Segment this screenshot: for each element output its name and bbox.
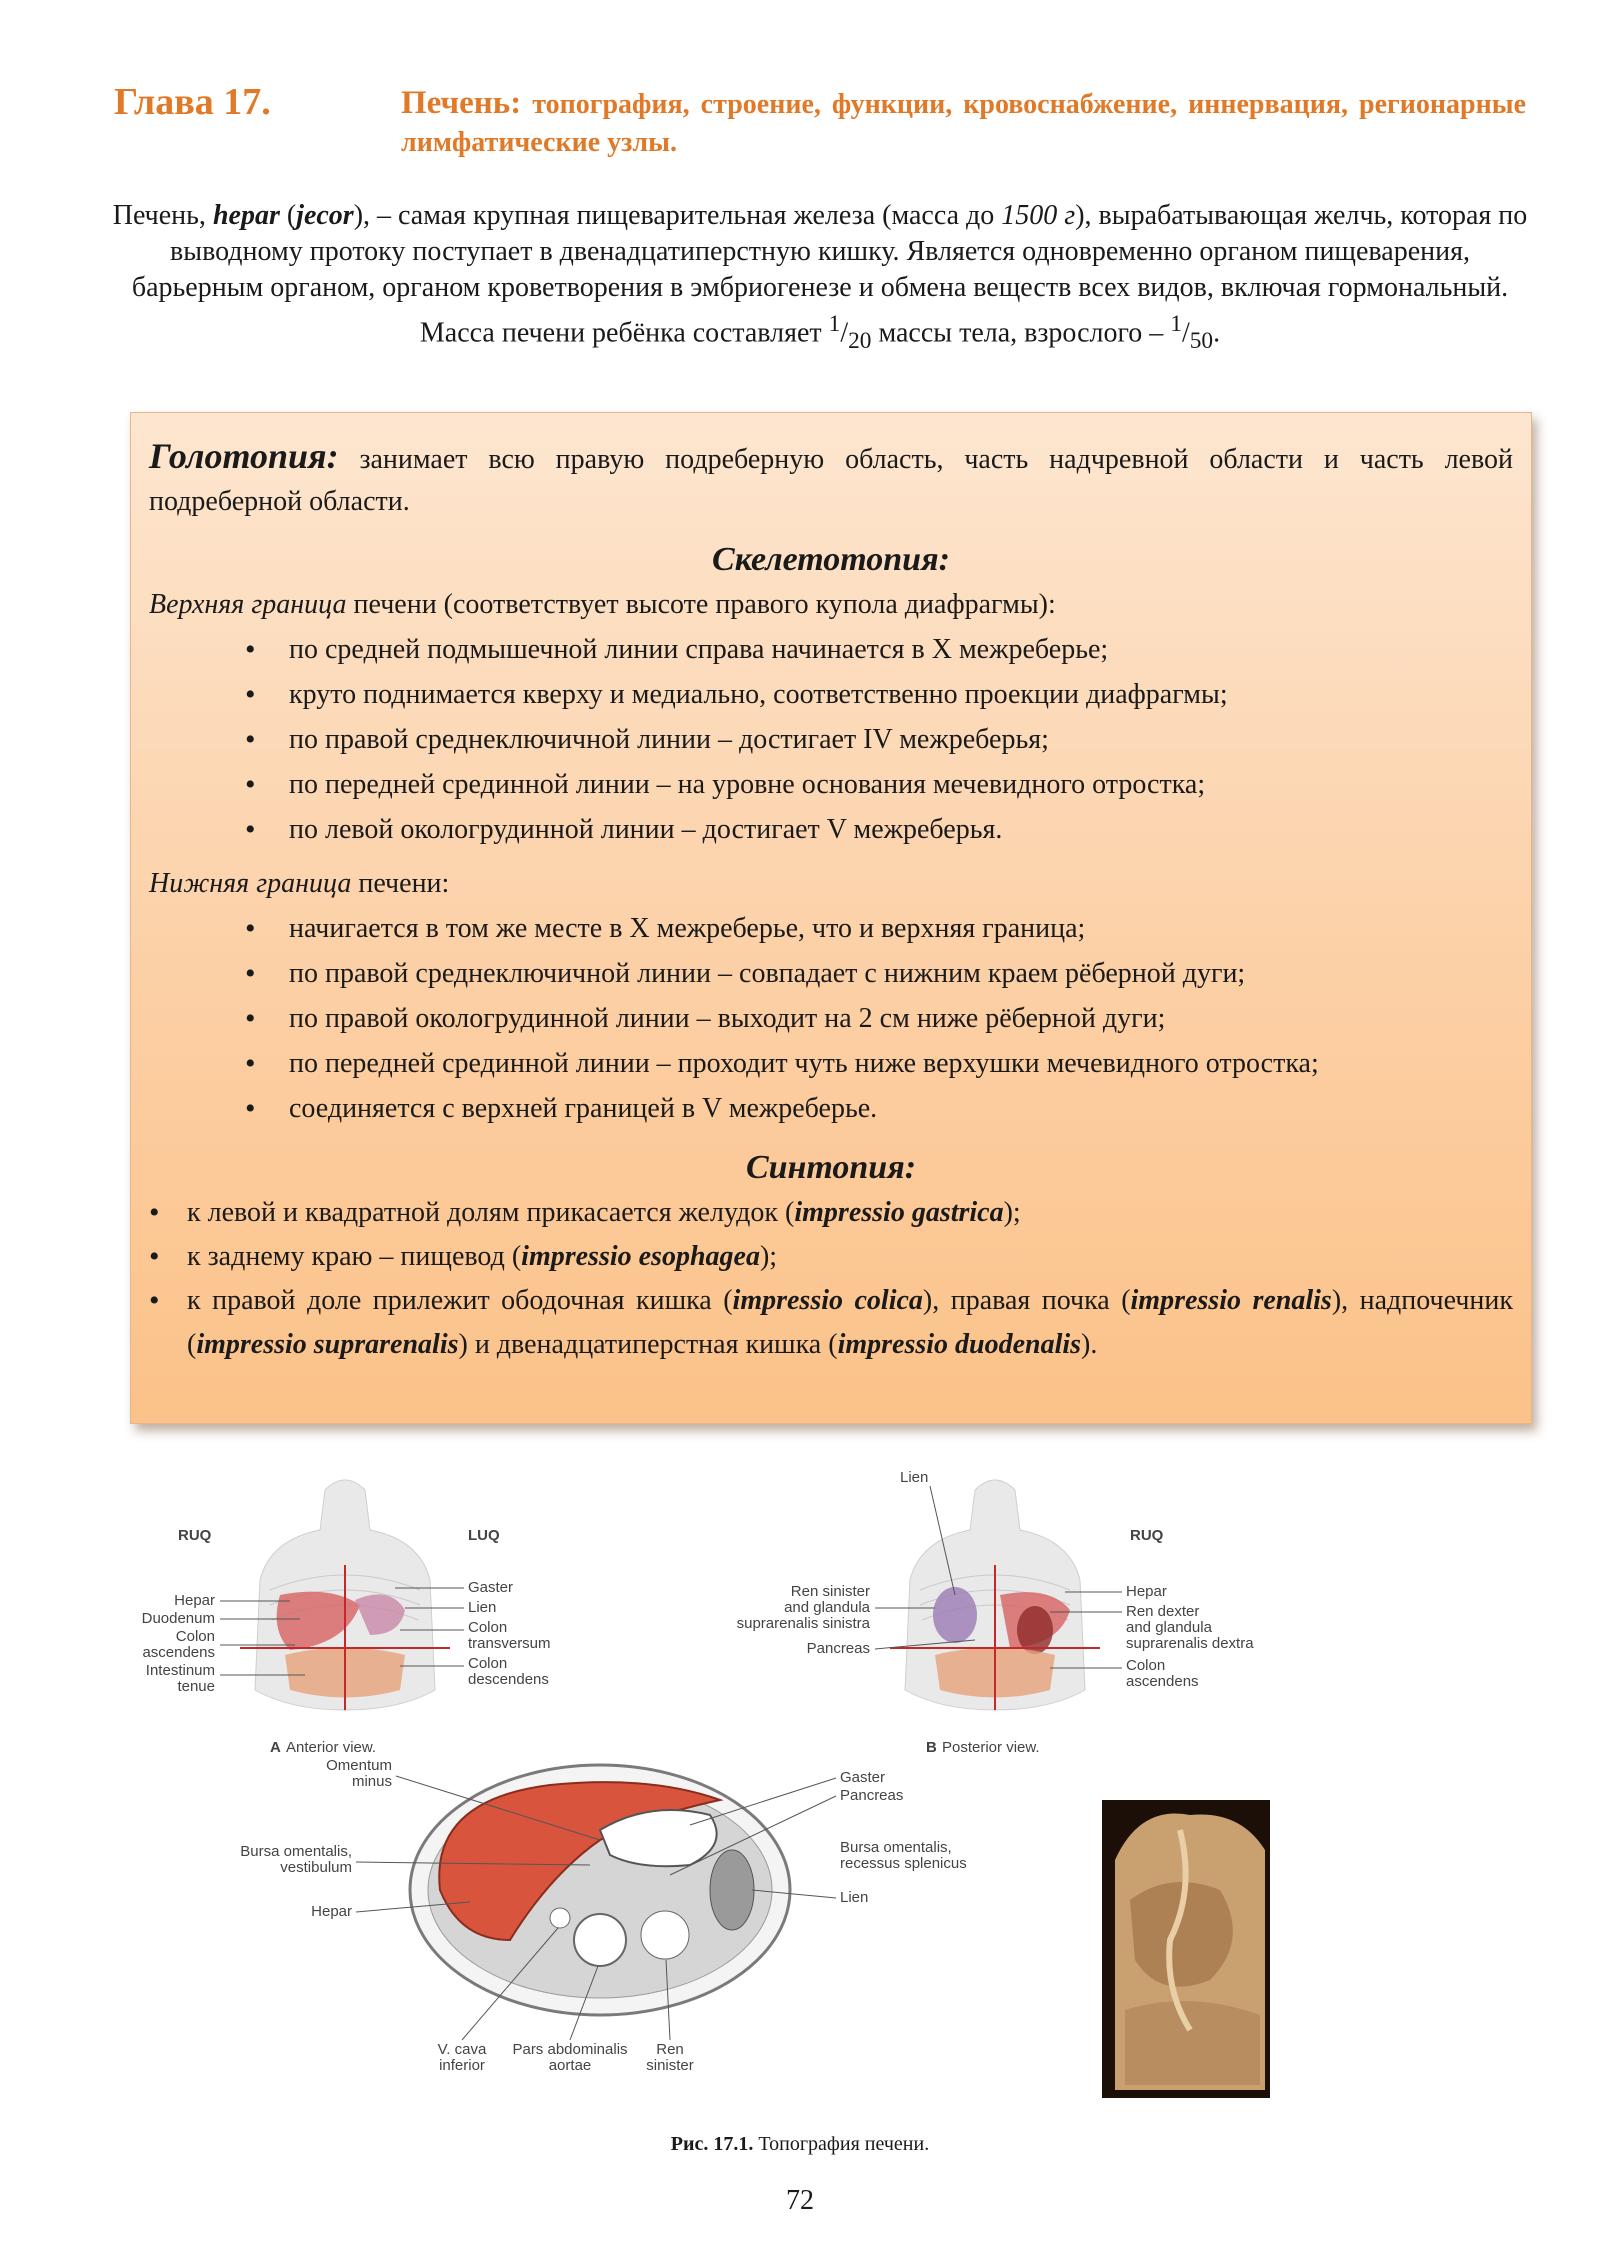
syntopy-text: ); bbox=[759, 1241, 778, 1272]
list-item: • по левой окологрудинной линии – достигает V межреберья. bbox=[149, 807, 1513, 852]
term-hepar: hepar bbox=[212, 200, 280, 231]
vena-cava-section bbox=[550, 1908, 570, 1928]
topography-box bbox=[130, 412, 1532, 1424]
label-tenue: tenue bbox=[177, 1678, 215, 1695]
intro-paragraph: Печень, hepar (jecor), – самая крупная пищеварительная железа (масса до 1500 г), вырабатывающая желчь, которая по выводному протоку поступает в двенадцатиперстную кишку. Является одновременно органом пищеварения, барьерным органом, органом кроветворения в эмбриогенезе и обмена веществ всех видов, включая гормональный. Масса печени ребёнка составляет $^1/_{20}$ массы тела, взрослого – $^1/_{50}$. bbox=[112, 200, 1528, 354]
syntopy-text: ); bbox=[1003, 1197, 1021, 1228]
chapter-title bbox=[401, 84, 1526, 162]
label-colon: Colon bbox=[1126, 1657, 1166, 1674]
left-kidney-section bbox=[641, 1911, 689, 1959]
cross-section-panel bbox=[240, 1757, 966, 2074]
label-lien: Lien bbox=[900, 1470, 929, 1486]
fraction-numerator: 1 bbox=[1170, 311, 1182, 337]
upper-border-text: печени (соответствует высоте правого купола диафрагмы): bbox=[346, 589, 1056, 620]
label-vestibulum: vestibulum bbox=[280, 1859, 352, 1876]
label-recessus: recessus splenicus bbox=[840, 1855, 967, 1872]
label-glandula: and glandula bbox=[1126, 1619, 1212, 1636]
label-bursa: Bursa omentalis, bbox=[840, 1839, 952, 1856]
label-suprarenalis: suprarenalis sinistra bbox=[736, 1615, 870, 1632]
kidney-shape bbox=[933, 1587, 977, 1643]
list-item: • по правой среднеключичной линии – совпадает с нижним краем рёберной дуги; bbox=[149, 951, 1513, 996]
label-ren-sinister: Ren sinister bbox=[790, 1583, 870, 1600]
label-colon: Colon bbox=[175, 1628, 215, 1645]
label-hepar: Hepar bbox=[311, 1903, 352, 1920]
syntopy-text: к заднему краю – пищевод ( bbox=[187, 1241, 522, 1272]
label-lien: Lien bbox=[468, 1599, 497, 1616]
fraction-denominator: 20 bbox=[848, 327, 872, 354]
label-hepar: Hepar bbox=[174, 1592, 215, 1609]
caption-text: Топография печени. bbox=[753, 2133, 930, 2155]
panel-b-letter: B bbox=[926, 1739, 937, 1756]
syntopy-text: к левой и квадратной долям прикасается желудок ( bbox=[187, 1197, 795, 1228]
page-number: 72 bbox=[786, 2185, 814, 2216]
anterior-view-panel bbox=[142, 1480, 551, 1756]
liver-mass: 1500 г bbox=[1001, 200, 1076, 231]
latin-term: impressio renalis bbox=[1130, 1285, 1332, 1316]
lower-border-intro bbox=[149, 862, 1513, 906]
label-pancreas: Pancreas bbox=[840, 1787, 904, 1804]
intro-text: Печень, bbox=[112, 200, 213, 231]
label-glandula: and glandula bbox=[784, 1599, 870, 1616]
list-item: • по правой среднеключичной линии – достигает IV межреберья; bbox=[149, 717, 1513, 762]
label-minus: minus bbox=[351, 1773, 392, 1790]
dissection-photo bbox=[1102, 1800, 1270, 2098]
kidney-shape bbox=[1017, 1606, 1053, 1654]
intro-text: ( bbox=[279, 200, 297, 231]
label-ascendens: ascendens bbox=[1126, 1673, 1199, 1690]
chapter-number: Глава 17. bbox=[114, 81, 271, 123]
intro-text: ), вырабатывающая желчь, которая по выводному протоку поступает в двенадцатиперстную кишку. Является одновременно органом пищеварения, барьерным органом, органом кроветворения в эмбриогенезе и обмена веществ всех видов, включая гормональный. bbox=[131, 200, 1528, 303]
fraction-denominator: 50 bbox=[1189, 327, 1214, 354]
label-ascendens: ascendens bbox=[142, 1644, 215, 1661]
ruq-label: RUQ bbox=[178, 1527, 212, 1544]
skeletotopy-heading: Скелетотопия: bbox=[712, 541, 950, 578]
latin-term: impressio duodenalis bbox=[837, 1329, 1082, 1360]
intestine-loops bbox=[1125, 2001, 1260, 2085]
panel-a-caption: Anterior view. bbox=[286, 1739, 377, 1756]
lower-border-text: печени: bbox=[351, 868, 450, 899]
list-item bbox=[149, 1191, 1513, 1235]
intro-text: массы тела, взрослого – bbox=[871, 317, 1171, 349]
label-transversum: transversum bbox=[468, 1635, 551, 1652]
label-gaster: Gaster bbox=[468, 1579, 514, 1596]
ruq-label: RUQ bbox=[1130, 1527, 1164, 1544]
label-pars-abdominalis: Pars abdominalis bbox=[512, 2041, 628, 2058]
liver-topography-figure bbox=[130, 1470, 1270, 2100]
list-item: • по правой окологрудинной линии – выходит на 2 см ниже рёберной дуги; bbox=[149, 996, 1513, 1041]
holotopy-text: занимает всю правую подреберную область, часть надчревной области и часть левой подреберной области. bbox=[149, 444, 1513, 517]
list-item: • круто поднимается кверху и медиально, соответственно проекции диафрагмы; bbox=[149, 672, 1513, 717]
list-item: • соединяется с верхней границей в V межреберье. bbox=[149, 1086, 1513, 1131]
label-aortae: aortae bbox=[548, 2057, 592, 2074]
upper-border-label: Верхняя граница bbox=[149, 589, 347, 620]
label-hepar: Hepar bbox=[1126, 1583, 1167, 1600]
panel-b-caption: Posterior view. bbox=[942, 1739, 1040, 1756]
latin-term: impressio suprarenalis bbox=[196, 1329, 459, 1360]
lower-border-label: Нижняя граница bbox=[149, 868, 352, 899]
label-v-cava: V. cava bbox=[437, 2041, 487, 2058]
caption-label: Рис. 17.1. bbox=[670, 2133, 754, 2155]
intro-text: ), – самая крупная пищеварительная железа (масса до bbox=[353, 200, 1002, 231]
label-colon: Colon bbox=[468, 1619, 508, 1636]
label-descendens: descendens bbox=[468, 1671, 549, 1688]
luq-label: LUQ bbox=[468, 1527, 500, 1544]
latin-term: impressio esophagea bbox=[521, 1241, 760, 1272]
list-item: • по передней срединной линии – проходит чуть ниже верхушки мечевидного отростка; bbox=[149, 1041, 1513, 1086]
syntopy-heading: Синтопия: bbox=[745, 1149, 917, 1186]
syntopy-text: ), надпочечник ( bbox=[187, 1285, 1514, 1360]
lower-border-list bbox=[149, 906, 1513, 1131]
vertebra-section bbox=[574, 1914, 626, 1966]
label-suprarenalis: suprarenalis dextra bbox=[1126, 1635, 1254, 1652]
panel-a-letter: A bbox=[270, 1739, 281, 1756]
label-omentum: Omentum bbox=[326, 1757, 392, 1774]
chapter-title-main: Печень: bbox=[401, 85, 522, 121]
posterior-view-panel bbox=[737, 1470, 1255, 1756]
list-item bbox=[149, 1279, 1513, 1367]
syntopy-list bbox=[149, 1191, 1513, 1367]
label-lien: Lien bbox=[840, 1889, 869, 1906]
spleen-section bbox=[710, 1850, 754, 1930]
label-ren-dexter: Ren dexter bbox=[1126, 1603, 1200, 1620]
label-ren: Ren bbox=[656, 2041, 684, 2058]
label-pancreas: Pancreas bbox=[806, 1640, 870, 1657]
fraction-numerator: 1 bbox=[828, 311, 841, 337]
upper-border-intro bbox=[149, 583, 1513, 627]
latin-term: impressio gastrica bbox=[794, 1197, 1004, 1228]
label-duodenum: Duodenum bbox=[141, 1610, 215, 1627]
term-jecor: jecor bbox=[296, 200, 354, 231]
label-intestinum: Intestinum bbox=[145, 1662, 215, 1679]
label-inferior: inferior bbox=[439, 2057, 485, 2074]
label-gaster: Gaster bbox=[840, 1769, 886, 1786]
holotopy-label: Голотопия: bbox=[149, 436, 339, 476]
list-item: • по передней срединной линии – на уровне основания мечевидного отростка; bbox=[149, 762, 1513, 807]
figure-caption bbox=[0, 2133, 1600, 2156]
list-item: • начигается в том же месте в X межреберье, что и верхняя граница; bbox=[149, 906, 1513, 951]
chapter-title-rest: топография, строение, функции, кровоснабжение, иннервация, регионарные лимфатические узлы. bbox=[401, 89, 1526, 158]
syntopy-text: ). bbox=[1081, 1329, 1098, 1360]
label-colon: Colon bbox=[468, 1655, 508, 1672]
list-item: • по средней подмышечной линии справа начинается в X межреберье; bbox=[149, 627, 1513, 672]
syntopy-text: к правой доле прилежит ободочная кишка ( bbox=[187, 1285, 733, 1316]
holotopy-paragraph bbox=[149, 435, 1513, 523]
syntopy-text: ), правая почка ( bbox=[922, 1285, 1131, 1316]
intro-text: . bbox=[1213, 317, 1221, 349]
syntopy-text: ) и двенадцатиперстная кишка ( bbox=[458, 1329, 838, 1360]
label-bursa: Bursa omentalis, bbox=[240, 1843, 352, 1860]
list-item bbox=[149, 1235, 1513, 1279]
intro-text: Масса печени ребёнка составляет bbox=[419, 317, 829, 349]
latin-term: impressio colica bbox=[732, 1285, 923, 1316]
label-sinister: sinister bbox=[646, 2057, 694, 2074]
upper-border-list bbox=[149, 627, 1513, 852]
